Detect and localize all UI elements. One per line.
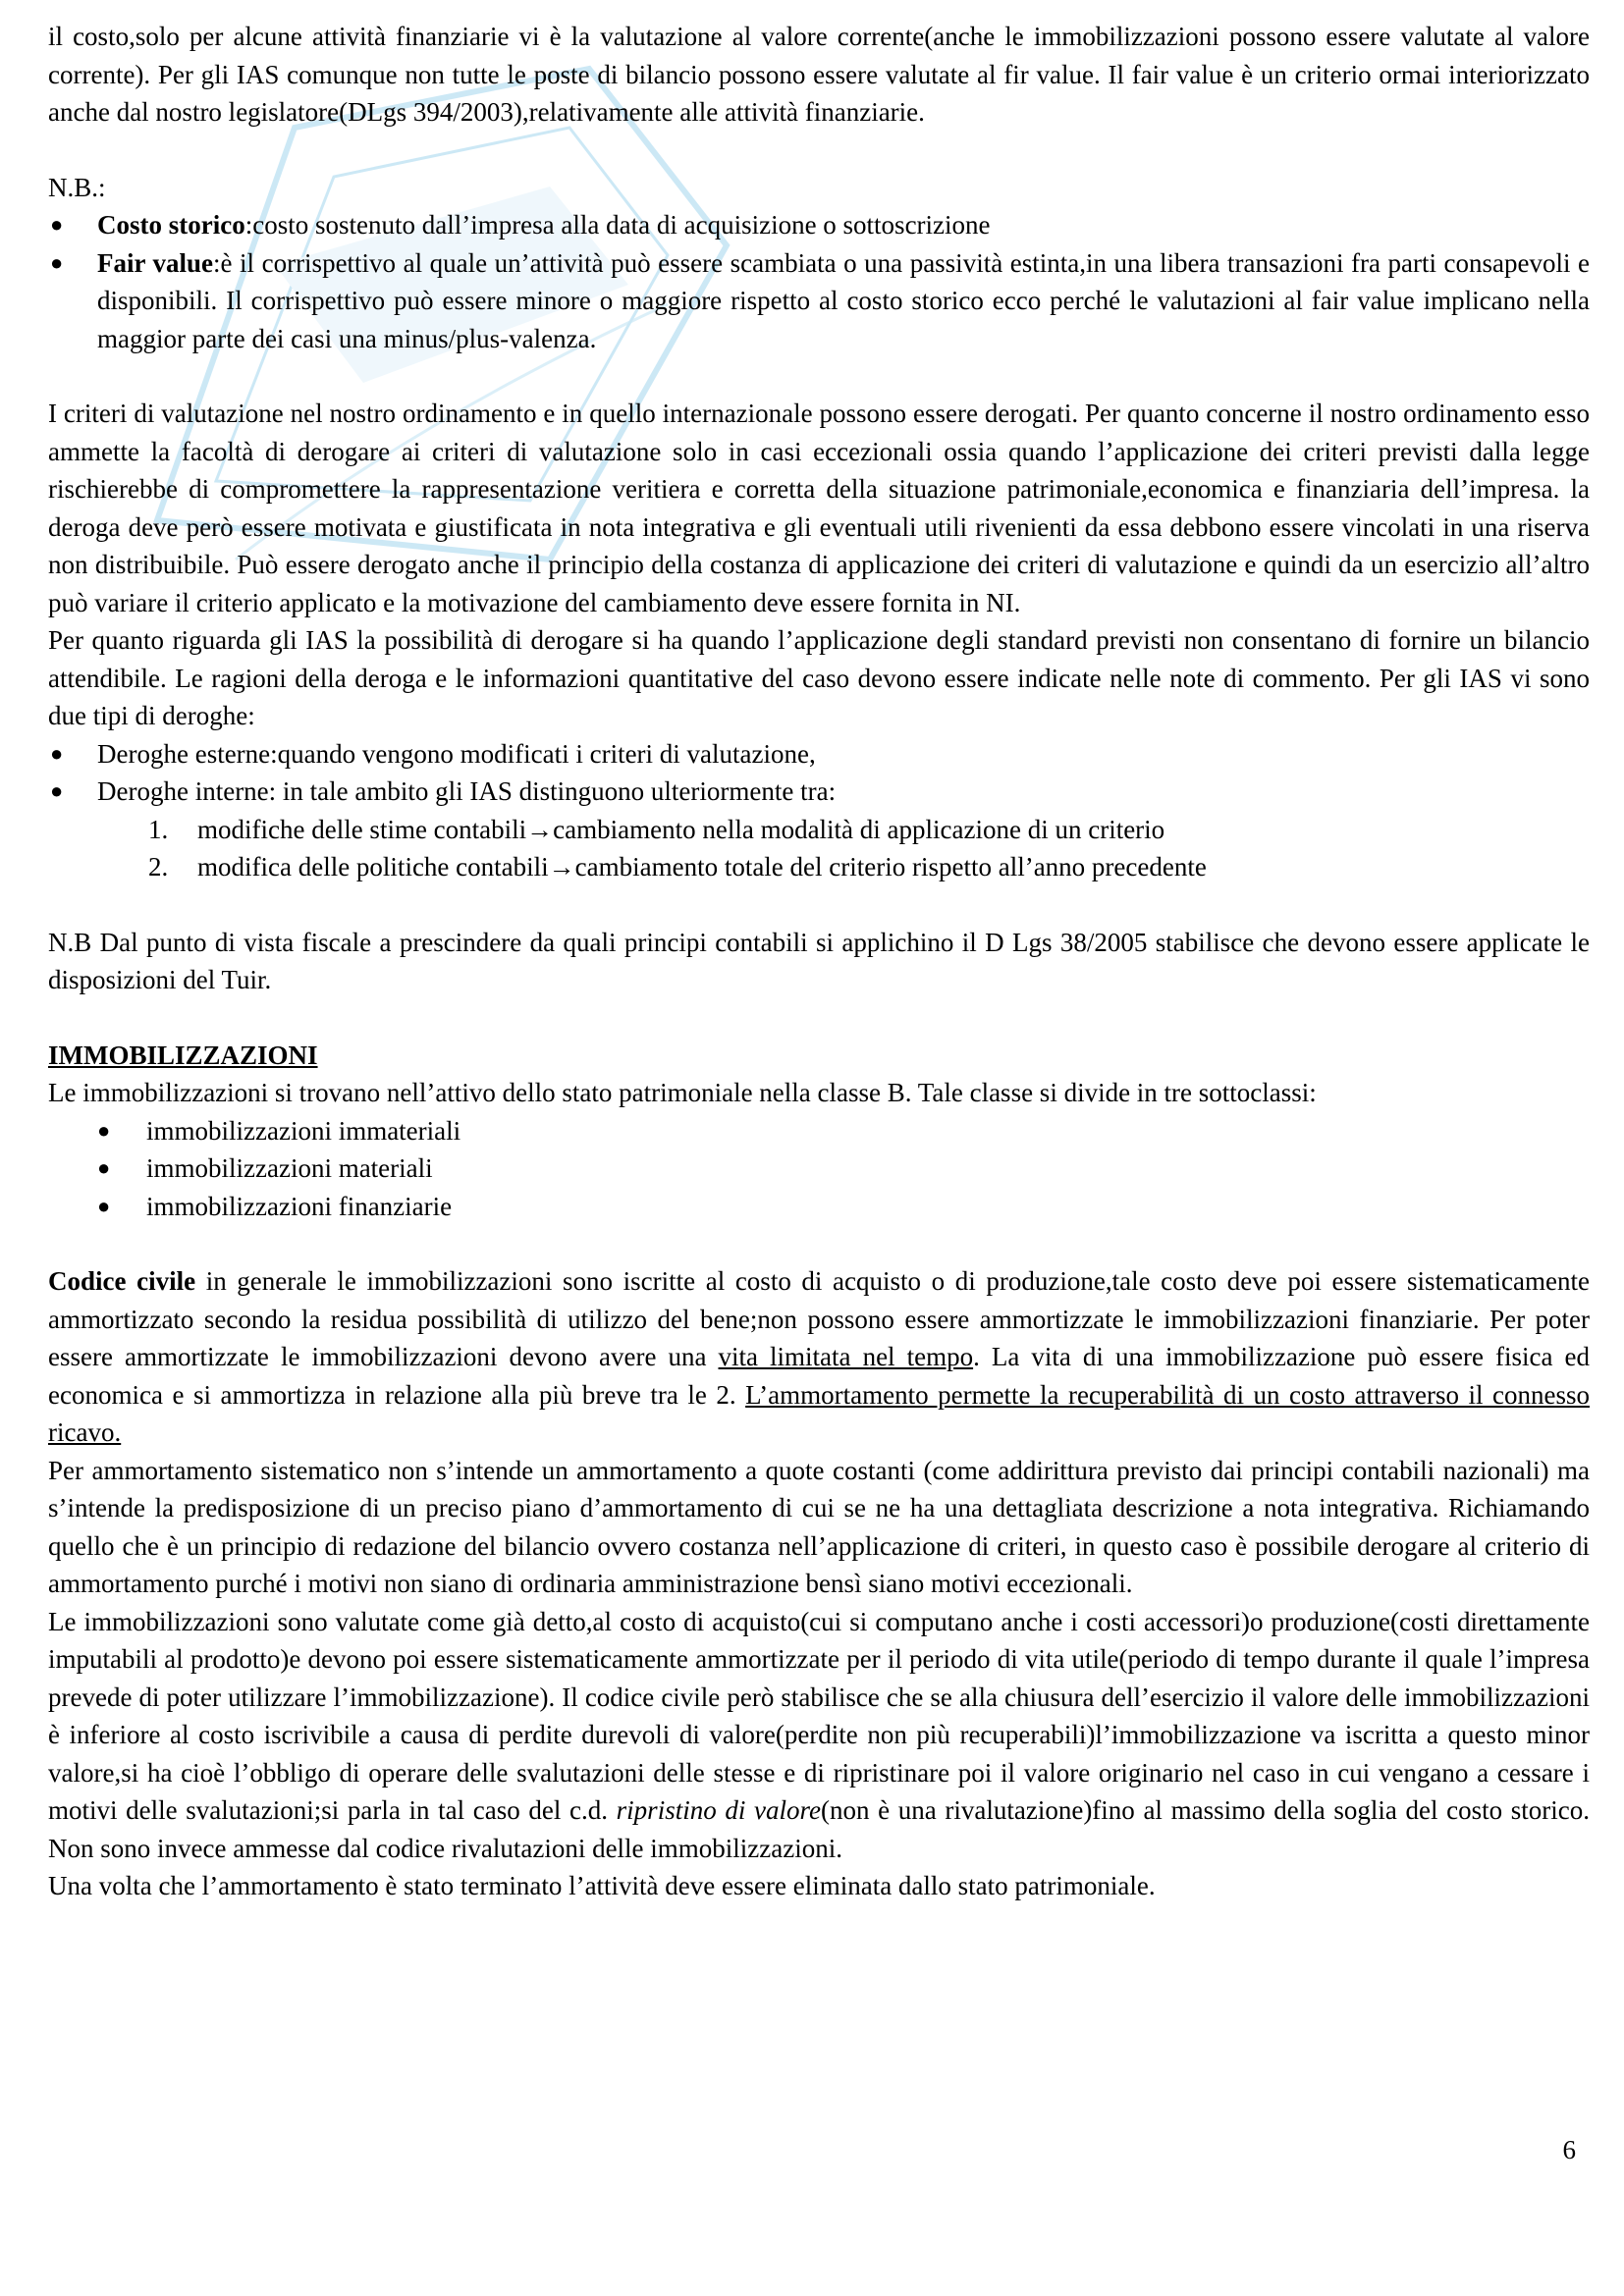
bullet-icon: ● [50,249,64,275]
item-text: immobilizzazioni materiali [146,1153,433,1183]
deroghe-interne: Deroghe interne: in tale ambito gli IAS distinguono ulteriormente tra: [97,776,837,806]
item-text: modifiche delle stime contabili→cambiamento nella modalità di applicazione di un criterio [197,814,1165,844]
list-item [48,848,1590,886]
list-item [48,1149,1590,1188]
page-number: 6 [1562,2135,1576,2164]
text-run: . La vita di una immobilizzazione può essere fisica ed economica e si ammortizza in relazione alla più breve tra le 2. [48,1342,1590,1410]
item-number: 1. [148,814,169,844]
paragraph-codice-civile [48,1262,1590,1452]
term-fair-value: Fair value [97,247,214,278]
paragraph-valutazione [48,1603,1590,1868]
paragraph-nb-fiscale: N.B Dal punto di vista fiscale a prescindere da quali principi contabili si applichino il D Lgs 38/2005 stabilisce che devono essere applicate le disposizioni del Tuir. [48,927,1590,994]
bullet-icon: ● [50,212,64,237]
underlined-vita-limitata: vita limitata nel tempo [718,1342,974,1371]
bullet-icon: ● [97,1117,111,1143]
definition-costo-storico: :costo sostenuto dall’impresa alla data di acquisizione o sottoscrizione [244,210,991,240]
paragraph-final: Una volta che l’ammortamento è stato terminato l’attività deve essere eliminata dallo stato patrimoniale. [48,1871,1156,1900]
paragraph-immobilizzazioni-intro: Le immobilizzazioni si trovano nell’attivo dello stato patrimoniale nella classe B. Tale classe si divide in tre sottoclassi: [48,1078,1317,1107]
immobilizzazioni-list [48,1112,1590,1226]
deroghe-list [48,735,1590,811]
bullet-icon: ● [97,1193,111,1218]
list-item [48,244,1590,358]
list-item [48,206,1590,244]
deroghe-interne-list [48,811,1590,886]
term-codice-civile: Codice civile [48,1266,196,1296]
text-run: (non è una rivalutazione)fino al massimo della soglia del costo storico. Non sono invece ammesse dal codice rivalutazioni delle immobilizzazioni. [48,1795,1590,1863]
paragraph-deroghe-ias: Per quanto riguarda gli IAS la possibilità di derogare si ha quando l’applicazione degli standard previsti non consentano di fornire un bilancio attendibile. Le ragioni della deroga e le informazioni quantitative del caso devono essere indicate nelle note di commento. Per gli IAS vi sono due tipi di deroghe: [48,625,1590,730]
nb-list [48,206,1590,357]
document-page [48,18,1590,1905]
section-heading-immobilizzazioni: IMMOBILIZZAZIONI [48,1040,318,1070]
paragraph-intro: il costo,solo per alcune attività finanziarie vi è la valutazione al valore corrente(anche le immobilizzazioni possono essere valutate al valore corrente). Per gli IAS comunque non tutte le poste di bilancio possono essere valutate al fir value. Il fair value è un criterio ormai interiorizzato anche dal nostro legislatore(DLgs 394/2003),relativamente alle attività finanziarie. [48,22,1590,127]
deroghe-esterne: Deroghe esterne:quando vengono modificati i criteri di valutazione, [97,738,816,769]
text-run: in generale le immobilizzazioni sono iscritte al costo di acquisto o di produzione,tale costo deve poi essere sistematicamente ammortizzato secondo la residua possibilità di utilizzo del bene;non possono essere ammortizzate le immobilizzazioni finanziarie. Per poter essere ammortizzate le immobilizzazioni devono avere una [48,1266,1590,1371]
item-text: immobilizzazioni immateriali [146,1115,461,1146]
list-item [48,811,1590,849]
bullet-icon: ● [97,1155,111,1180]
bullet-icon: ● [50,740,64,766]
nb-label: N.B.: [48,172,106,202]
definition-fair-value: :è il corrispettivo al quale un’attività può essere scambiata o una passività estinta,in una libera transazioni fra parti consapevoli e disponibili. Il corrispettivo può essere minore o maggiore rispetto al costo storico ecco perché le valutazioni al fair value implicano nella maggior parte dei casi una minus/plus-valenza. [97,247,1590,353]
paragraph-ammortamento-sistematico: Per ammortamento sistematico non s’intende un ammortamento a quote costanti (come addirittura previsto dai principi contabili nazionali) ma s’intende la predisposizione di un preciso piano d’ammortamento di cui se ne ha una dettagliata descrizione a nota integrativa. Richiamando quello che è un principio di redazione del bilancio ovvero costanza nell’applicazione di criteri, in questo caso è possibile derogare al criterio di ammortamento purché i motivi non siano di ordinaria amministrazione bensì siano motivi eccezionali. [48,1455,1590,1598]
list-item [48,735,1590,774]
underlined-ammortamento: L’ammortamento permette la recuperabilità di un costo attraverso il connesso ricavo. [48,1379,1590,1447]
term-costo-storico: Costo storico [97,210,245,240]
bullet-icon: ● [50,778,64,803]
text-run: Le immobilizzazioni sono valutate come già detto,al costo di acquisto(cui si computano anche i costi accessori)o produzione(costi direttamente imputabili al prodotto)e devono poi essere sistematicamente ammortizzate per il periodo di vita utile(periodo di tempo durante il quale l’impresa prevede di poter utilizzare l’immobilizzazione). Il codice civile però stabilisce che se alla chiusura dell’esercizio il valore delle immobilizzazioni è inferiore al costo iscrivibile a causa di perdite durevoli di valore(perdite non più recuperabili)l’immobilizzazione va iscritta a questo minor valore,si ha cioè l’obbligo di operare delle svalutazioni delle stesse e di ripristinare poi il valore originario nel caso in cui vengano a cessare i motivi delle svalutazioni;si parla in tal caso del c.d. [48,1606,1590,1825]
italic-ripristino-di-valore: ripristino di valore [616,1795,821,1825]
item-text: immobilizzazioni finanziarie [146,1191,453,1221]
paragraph-deroghe-ordinamento: I criteri di valutazione nel nostro ordinamento e in quello internazionale possono essere derogati. Per quanto concerne il nostro ordinamento esso ammette la facoltà di derogare ai criteri di valutazione solo in casi eccezionali ossia quando l’applicazione dei criteri previsti dalla legge rischierebbe di compromettere la rappresentazione veritiera e corretta della situazione patrimoniale,economica e finanziaria dell’impresa. la deroga deve però essere motivata e giustificata in nota integrativa e gli eventuali utili rivenienti da essa debbono essere vincolati in una riserva non distribuibile. Può essere derogato anche il principio della costanza di applicazione dei criteri di valutazione e quindi da un esercizio all’altro può variare il criterio applicato e la motivazione del cambiamento deve essere fornita in NI. [48,399,1590,617]
item-number: 2. [148,852,169,881]
list-item [48,1112,1590,1150]
list-item [48,1188,1590,1226]
item-text: modifica delle politiche contabili→cambiamento totale del criterio rispetto all’anno precedente [197,852,1207,881]
list-item [48,773,1590,811]
